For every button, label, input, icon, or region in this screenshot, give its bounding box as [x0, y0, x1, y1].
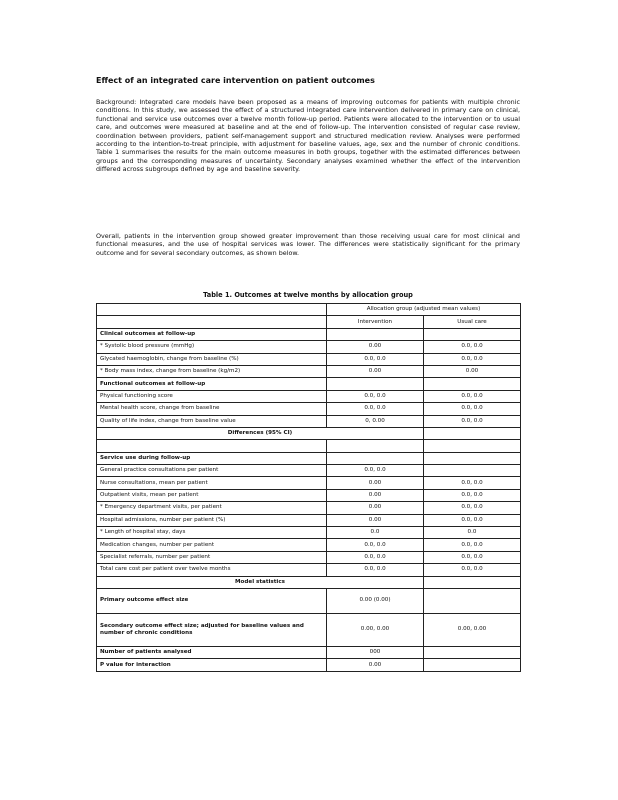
section-header-row: [97, 452, 521, 464]
table-row: [97, 390, 521, 402]
cell-intervention: 0.00: [327, 489, 424, 501]
cell-intervention: 0.00: [327, 659, 424, 671]
cell-usual-care: 0.0, 0.0: [424, 477, 521, 489]
cell-intervention: 0.00: [327, 341, 424, 353]
table-row: [97, 646, 521, 658]
cell-intervention: 0.0: [327, 527, 424, 539]
table-row: [97, 341, 521, 353]
row-label: Physical functioning score: [97, 390, 327, 402]
row-label: General practice consultations per patient: [97, 465, 327, 477]
cell-usual-care: 0.0, 0.0: [424, 403, 521, 415]
results-table: [96, 303, 521, 672]
cell-intervention: 000: [327, 646, 424, 658]
row-label: * Body mass index, change from baseline (kg/m2): [97, 365, 327, 377]
cell-usual-care: 0.0, 0.0: [424, 415, 521, 427]
table-row: [97, 415, 521, 427]
cell-intervention: 0.0, 0.0: [327, 551, 424, 563]
cell-intervention: 0.0, 0.0: [327, 465, 424, 477]
section-title: Service use during follow-up: [97, 452, 327, 464]
cell-usual-care: 0.00, 0.00: [424, 613, 521, 646]
table-row: [97, 502, 521, 514]
subheading-label: Model statistics: [97, 576, 424, 588]
cell-intervention: 0.0, 0.0: [327, 539, 424, 551]
cell-usual-care: 0.0, 0.0: [424, 502, 521, 514]
group-header: Allocation group (adjusted mean values): [327, 304, 521, 316]
paragraph-background: Background: Integrated care models have been proposed as a means of improving outcomes for patients with multiple chronic conditions. In this study, we assessed the effect of a structured integrated care intervention delivered in primary care on clinical, functional and service use outcomes over a twelve month follow-up period. Patients were allocated to the intervention or to usual care, and outcomes were measured at baseline and at the end of follow-up. The intervention consisted of regular case review, coordination between providers, patient self-management support and structured medication review. Analyses were performed according to the intention-to-treat principle, with adjustment for baseline values, age, sex and the number of chronic conditions. Table 1 summarises the results for the main outcome measures in both groups, together with the estimated differences between groups and the corresponding measures of uncertainty. Secondary analyses examined whether the effect of the intervention differed across subgroups defined by age and baseline severity.: [96, 98, 520, 174]
row-label: Primary outcome effect size: [97, 588, 327, 613]
table-row: [97, 477, 521, 489]
cell-usual-care: 0.0, 0.0: [424, 489, 521, 501]
subheading-row: [97, 427, 521, 439]
row-label: Hospital admissions, number per patient (%): [97, 514, 327, 526]
table-row: [97, 613, 521, 646]
row-label: Specialist referrals, number per patient: [97, 551, 327, 563]
cell-intervention: 0.00, 0.00: [327, 613, 424, 646]
row-label: Quality of life index, change from baseline value: [97, 415, 327, 427]
cell-intervention: 0.00: [327, 365, 424, 377]
cell-intervention: 0.0, 0.0: [327, 403, 424, 415]
table-row: [97, 403, 521, 415]
subheading-label: Differences (95% CI): [97, 427, 424, 439]
cell-usual-care: 0.0, 0.0: [424, 551, 521, 563]
row-label: Total care cost per patient over twelve months: [97, 564, 327, 576]
cell-usual-care: [424, 588, 521, 613]
table-header-row: [97, 304, 521, 316]
table-row: [97, 564, 521, 576]
cell-usual-care: [424, 465, 521, 477]
row-label: * Emergency department visits, per patient: [97, 502, 327, 514]
section-header-row: [97, 328, 521, 340]
table-row: [97, 353, 521, 365]
section-heading: Effect of an integrated care intervention on patient outcomes: [96, 76, 375, 85]
row-label: Secondary outcome effect size; adjusted for baseline values and number of chronic conditions: [97, 613, 327, 646]
cell-usual-care: 0.0, 0.0: [424, 564, 521, 576]
section-header-row: [97, 378, 521, 390]
cell-intervention: 0.00: [327, 502, 424, 514]
cell-intervention: 0, 0.00: [327, 415, 424, 427]
table-row: [97, 514, 521, 526]
cell-intervention: 0.0, 0.0: [327, 353, 424, 365]
table-row: [97, 465, 521, 477]
cell-usual-care: 0.0, 0.0: [424, 390, 521, 402]
table-row: [97, 489, 521, 501]
table-row: [97, 539, 521, 551]
table-row: [97, 365, 521, 377]
cell-intervention: 0.0, 0.0: [327, 390, 424, 402]
spacer-row: [97, 440, 521, 452]
cell-usual-care: 0.0: [424, 527, 521, 539]
cell-intervention: 0.0, 0.0: [327, 564, 424, 576]
cell-intervention: 0.00: [327, 514, 424, 526]
row-label: * Length of hospital stay, days: [97, 527, 327, 539]
section-title: Clinical outcomes at follow-up: [97, 328, 327, 340]
cell-intervention: 0.00 (0.00): [327, 588, 424, 613]
cell-usual-care: 0.0, 0.0: [424, 341, 521, 353]
cell-usual-care: 0.0, 0.0: [424, 539, 521, 551]
table-row: [97, 551, 521, 563]
cell-usual-care: 0.0, 0.0: [424, 353, 521, 365]
row-label: Number of patients analysed: [97, 646, 327, 658]
column-header-intervention: Intervention: [327, 316, 424, 328]
paragraph-results: Overall, patients in the intervention group showed greater improvement than those receiving usual care for most clinical and functional measures, and the use of hospital services was lower. The differences were statistically significant for the primary outcome and for several secondary outcomes, as shown below.: [96, 232, 520, 257]
table-row: [97, 527, 521, 539]
column-header-usual-care: Usual care: [424, 316, 521, 328]
cell-usual-care: [424, 646, 521, 658]
row-label: P value for interaction: [97, 659, 327, 671]
row-label: Medication changes, number per patient: [97, 539, 327, 551]
table-title: Table 1. Outcomes at twelve months by allocation group: [203, 291, 413, 299]
table-row: [97, 659, 521, 671]
section-title: Functional outcomes at follow-up: [97, 378, 327, 390]
cell-intervention: 0.00: [327, 477, 424, 489]
row-label: Mental health score, change from baseline: [97, 403, 327, 415]
table-row: [97, 588, 521, 613]
subheading-row: [97, 576, 521, 588]
cell-usual-care: [424, 659, 521, 671]
row-label: Nurse consultations, mean per patient: [97, 477, 327, 489]
row-label: Glycated haemoglobin, change from baseline (%): [97, 353, 327, 365]
row-label: Outpatient visits, mean per patient: [97, 489, 327, 501]
table-subheader-row: [97, 316, 521, 328]
cell-usual-care: 0.00: [424, 365, 521, 377]
row-label: * Systolic blood pressure (mmHg): [97, 341, 327, 353]
cell-usual-care: 0.0, 0.0: [424, 514, 521, 526]
